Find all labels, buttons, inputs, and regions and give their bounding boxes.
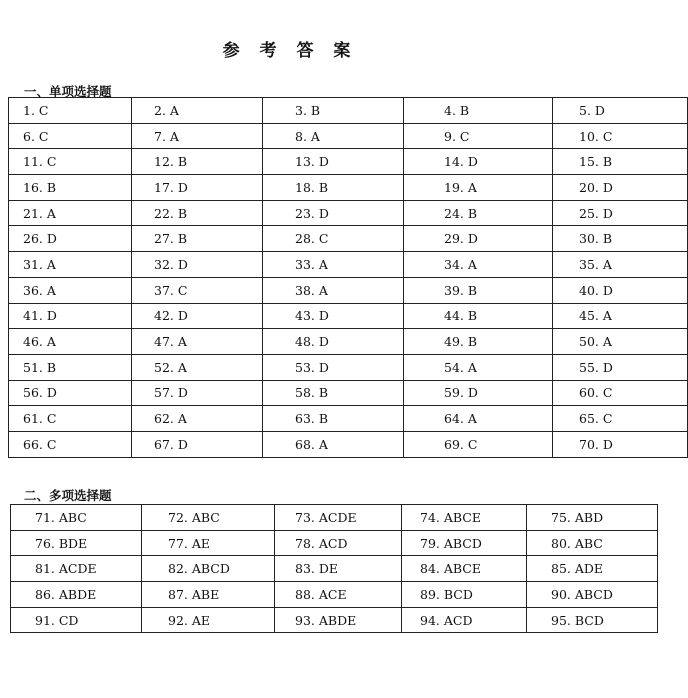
answer-cell: 91. CD	[11, 607, 142, 633]
section-heading-single-choice: 一、单项选择题	[24, 84, 112, 99]
answer-cell: 36. A	[9, 277, 132, 303]
answer-cell: 2. A	[132, 98, 263, 124]
answer-cell: 86. ABDE	[11, 582, 142, 608]
answer-cell: 1. C	[9, 98, 132, 124]
answer-cell: 79. ABCD	[402, 530, 527, 556]
multiple-choice-row	[11, 530, 658, 556]
answer-cell: 45. A	[553, 303, 688, 329]
single-choice-row	[9, 175, 688, 201]
answer-cell: 70. D	[553, 431, 688, 457]
answer-cell: 32. D	[132, 252, 263, 278]
answer-cell: 63. B	[263, 406, 404, 432]
answer-cell: 8. A	[263, 123, 404, 149]
answer-cell: 13. D	[263, 149, 404, 175]
single-choice-row	[9, 98, 688, 124]
answer-cell: 93. ABDE	[275, 607, 402, 633]
answer-cell: 42. D	[132, 303, 263, 329]
multiple-choice-row	[11, 607, 658, 633]
answer-cell: 61. C	[9, 406, 132, 432]
answer-cell: 57. D	[132, 380, 263, 406]
answer-cell: 29. D	[404, 226, 553, 252]
answer-cell: 25. D	[553, 200, 688, 226]
answer-cell: 16. B	[9, 175, 132, 201]
answer-cell: 17. D	[132, 175, 263, 201]
single-choice-row	[9, 277, 688, 303]
answer-cell: 19. A	[404, 175, 553, 201]
answer-cell: 82. ABCD	[142, 556, 275, 582]
answer-cell: 24. B	[404, 200, 553, 226]
answer-cell: 69. C	[404, 431, 553, 457]
answer-cell: 43. D	[263, 303, 404, 329]
single-choice-row	[9, 329, 688, 355]
answer-cell: 94. ACD	[402, 607, 527, 633]
answer-cell: 14. D	[404, 149, 553, 175]
answer-cell: 56. D	[9, 380, 132, 406]
answer-cell: 9. C	[404, 123, 553, 149]
answer-cell: 65. C	[553, 406, 688, 432]
single-choice-row	[9, 226, 688, 252]
answer-cell: 88. ACE	[275, 582, 402, 608]
answer-cell: 49. B	[404, 329, 553, 355]
answer-cell: 68. A	[263, 431, 404, 457]
single-choice-row	[9, 149, 688, 175]
answer-cell: 26. D	[9, 226, 132, 252]
answer-cell: 95. BCD	[527, 607, 658, 633]
answer-cell: 58. B	[263, 380, 404, 406]
answer-cell: 83. DE	[275, 556, 402, 582]
answer-cell: 64. A	[404, 406, 553, 432]
answer-cell: 84. ABCE	[402, 556, 527, 582]
multiple-choice-row	[11, 556, 658, 582]
answer-cell: 50. A	[553, 329, 688, 355]
answer-cell: 28. C	[263, 226, 404, 252]
answer-cell: 51. B	[9, 354, 132, 380]
single-choice-row	[9, 123, 688, 149]
answer-cell: 46. A	[9, 329, 132, 355]
answer-cell: 15. B	[553, 149, 688, 175]
answer-cell: 75. ABD	[527, 505, 658, 531]
answer-cell: 23. D	[263, 200, 404, 226]
answer-cell: 78. ACD	[275, 530, 402, 556]
answer-cell: 5. D	[553, 98, 688, 124]
answer-cell: 60. C	[553, 380, 688, 406]
answer-cell: 52. A	[132, 354, 263, 380]
answer-cell: 48. D	[263, 329, 404, 355]
answer-cell: 54. A	[404, 354, 553, 380]
answer-cell: 92. AE	[142, 607, 275, 633]
answer-cell: 89. BCD	[402, 582, 527, 608]
answer-cell: 90. ABCD	[527, 582, 658, 608]
answer-cell: 72. ABC	[142, 505, 275, 531]
multiple-choice-answer-table	[10, 504, 658, 633]
answer-cell: 7. A	[132, 123, 263, 149]
answer-cell: 59. D	[404, 380, 553, 406]
answer-cell: 53. D	[263, 354, 404, 380]
page-title: 参 考 答 案	[222, 41, 358, 61]
single-choice-answer-table	[8, 97, 688, 458]
answer-cell: 44. B	[404, 303, 553, 329]
answer-cell: 81. ACDE	[11, 556, 142, 582]
answer-cell: 12. B	[132, 149, 263, 175]
multiple-choice-row	[11, 582, 658, 608]
answer-cell: 73. ACDE	[275, 505, 402, 531]
multiple-choice-row	[11, 505, 658, 531]
answer-cell: 6. C	[9, 123, 132, 149]
answer-cell: 33. A	[263, 252, 404, 278]
answer-cell: 66. C	[9, 431, 132, 457]
answer-cell: 80. ABC	[527, 530, 658, 556]
answer-cell: 35. A	[553, 252, 688, 278]
answer-cell: 21. A	[9, 200, 132, 226]
answer-cell: 18. B	[263, 175, 404, 201]
answer-cell: 38. A	[263, 277, 404, 303]
answer-cell: 11. C	[9, 149, 132, 175]
single-choice-row	[9, 303, 688, 329]
answer-cell: 20. D	[553, 175, 688, 201]
single-choice-row	[9, 431, 688, 457]
answer-cell: 55. D	[553, 354, 688, 380]
answer-cell: 27. B	[132, 226, 263, 252]
answer-cell: 31. A	[9, 252, 132, 278]
answer-cell: 30. B	[553, 226, 688, 252]
answer-cell: 76. BDE	[11, 530, 142, 556]
answer-cell: 40. D	[553, 277, 688, 303]
single-choice-row	[9, 354, 688, 380]
answer-cell: 34. A	[404, 252, 553, 278]
single-choice-row	[9, 380, 688, 406]
answer-cell: 87. ABE	[142, 582, 275, 608]
answer-cell: 41. D	[9, 303, 132, 329]
answer-cell: 77. AE	[142, 530, 275, 556]
answer-cell: 67. D	[132, 431, 263, 457]
answer-cell: 10. C	[553, 123, 688, 149]
answer-cell: 37. C	[132, 277, 263, 303]
answer-cell: 85. ADE	[527, 556, 658, 582]
section-heading-multiple-choice: 二、多项选择题	[24, 488, 112, 503]
answer-cell: 22. B	[132, 200, 263, 226]
answer-cell: 3. B	[263, 98, 404, 124]
single-choice-row	[9, 406, 688, 432]
answer-cell: 4. B	[404, 98, 553, 124]
answer-cell: 47. A	[132, 329, 263, 355]
answer-cell: 74. ABCE	[402, 505, 527, 531]
single-choice-row	[9, 200, 688, 226]
answer-cell: 39. B	[404, 277, 553, 303]
answer-cell: 62. A	[132, 406, 263, 432]
single-choice-row	[9, 252, 688, 278]
answer-cell: 71. ABC	[11, 505, 142, 531]
